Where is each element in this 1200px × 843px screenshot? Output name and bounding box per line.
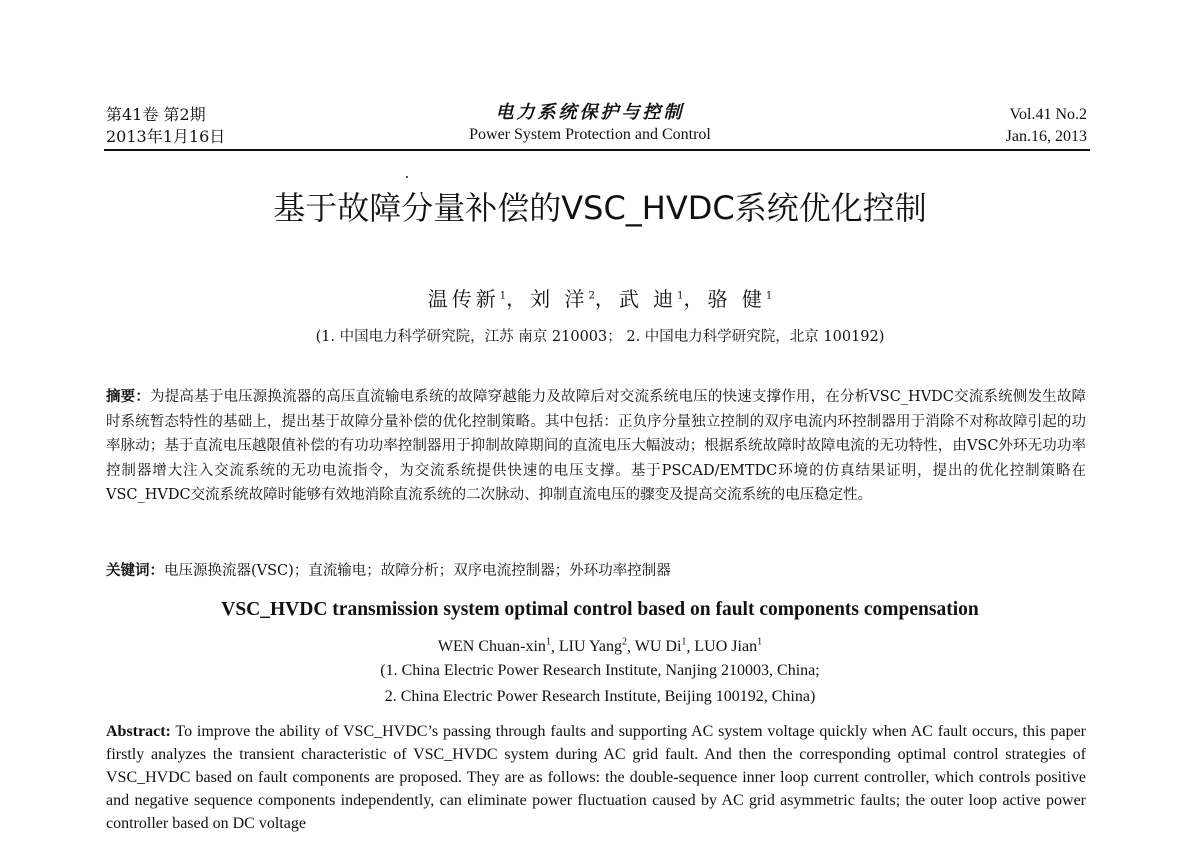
author-cn: 骆 健$^1$ (707, 286, 773, 311)
keywords-label-cn: 关键词： (106, 563, 164, 579)
author-en: LUO Jian$^1$ (694, 637, 763, 656)
author-cn: 武 迪$^1$ (618, 286, 684, 311)
header-center (340, 102, 840, 146)
author-en: WEN Chuan-xin$^1$ (437, 637, 551, 656)
affiliation-cn: (1. 中国电力科学研究院，江苏 南京 210003； 2. 中国电力科学研究院，北京 100192) (315, 329, 885, 345)
header-left (106, 104, 225, 148)
keywords-text-cn: 电压源换流器(VSC)；直流输电；故障分析；双序电流控制器；外环功率控制器 (164, 563, 671, 579)
date-en: Jan.16, 2013 (1005, 128, 1087, 145)
affiliation-en (100, 658, 1100, 710)
author-cn: 温传新$^1$ (427, 286, 507, 311)
author-en: WU Di$^1$ (634, 637, 687, 656)
abstract-label-en: Abstract: (106, 723, 171, 740)
abstract-en (106, 720, 1086, 835)
abstract-label-cn: 摘要： (106, 389, 151, 405)
abstract-text-cn: 为提高基于电压源换流器的高压直流输电系统的故障穿越能力及故障后对交流系统电压的快速支撑作用，在分析VSC_HVDC交流系统侧发生故障时系统暂态特性的基础上，提出基于故障分量补偿的优化控制策略。其中包括：正负序分量独立控制的双序电流内环控制器用于消除不对称故障引起的功率脉动；基于直流电压越限值补偿的有功功率控制器用于抑制故障期间的直流电压大幅波动；根据系统故障时故障电流的无功特性，由VSC外环无功功率控制器增大注入交流系统的无功电流指令，为交流系统提供快速的电压支撑。基于PSCAD/EMTDC环境的仿真结果证明，提出的优化控制策略在VSC_HVDC交流系统故障时能够有效地消除直流系统的二次脉动、抑制直流电压的骤变及提高交流系统的电压稳定性。 (106, 389, 1086, 503)
abstract-cn (106, 385, 1086, 508)
volume-issue-en: Vol.41 No.2 (1009, 106, 1087, 123)
paper-title-cn: 基于故障分量补偿的VSC_HVDC系统优化控制 (273, 189, 927, 227)
journal-name-cn: 电力系统保护与控制 (495, 102, 685, 123)
keywords-cn (106, 560, 1086, 582)
header-rule (104, 149, 1090, 151)
author-en: LIU Yang$^2$ (558, 637, 628, 656)
affiliation-en-line-2: 2. China Electric Power Research Institute, Beijing 100192, China) (384, 688, 816, 705)
volume-issue-cn: 第41卷 第2期 (106, 105, 206, 124)
affiliation-en-line-1: (1. China Electric Power Research Institute, Nanjing 210003, China; (380, 662, 820, 679)
author-list-cn: 温传新$^1$，刘 洋$^2$，武 迪$^1$，骆 健$^1$ (427, 286, 773, 311)
date-cn: 2013年1月16日 (106, 127, 226, 146)
paper-title-en: VSC_HVDC transmission system optimal control based on fault components compensation (221, 599, 979, 620)
header-right (1006, 104, 1087, 148)
abstract-text-en: To improve the ability of VSC_HVDC’s passing through faults and supporting AC system voltage quickly when AC fault occurs, this paper firstly analyzes the transient characteristic of VSC_HVDC system during AC grid fault. And then the corresponding optimal control strategies of VSC_HVDC based on fault components are proposed. They are as follows: the double-sequence inner loop current controller, which controls positive and negative sequence components independently, can eliminate power fluctuation caused by AC grid asymmetric faults; the outer loop active power controller based on DC voltage (106, 723, 1087, 832)
journal-name-en: Power System Protection and Control (469, 126, 711, 143)
speck-mark (406, 176, 408, 178)
author-list-en: WEN Chuan-xin$^1$, LIU Yang$^2$, WU Di$^1$, LUO Jian$^1$ (437, 637, 763, 656)
author-cn: 刘 洋$^2$ (530, 286, 595, 311)
